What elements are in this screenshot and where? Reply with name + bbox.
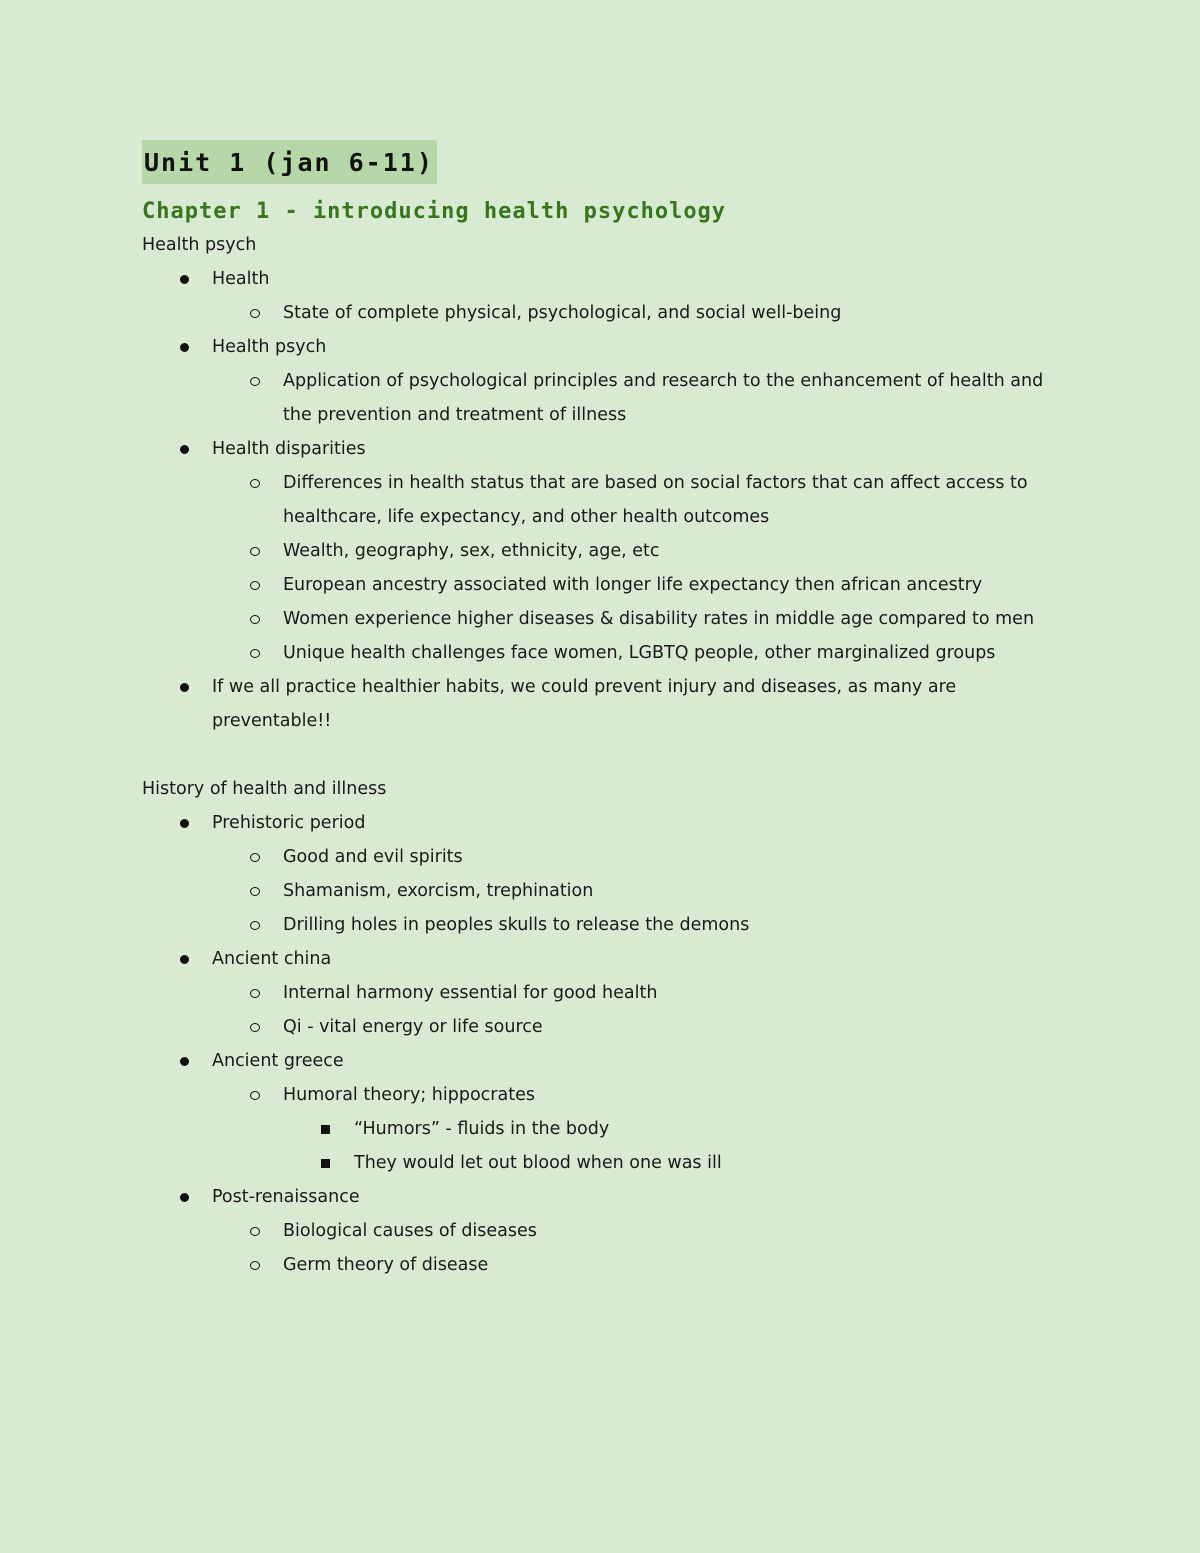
list-item: Application of psychological principles and research to the enhancement of health and the prevention and treatment of illness (142, 364, 1072, 432)
section-health-psych (142, 228, 1072, 738)
list-item: Unique health challenges face women, LGBTQ people, other marginalized groups (142, 636, 1072, 670)
list-item: Wealth, geography, sex, ethnicity, age, etc (142, 534, 1072, 568)
list-item: Health (142, 262, 1072, 296)
list-item: Differences in health status that are based on social factors that can affect access to healthcare, life expectancy, and other health outcomes (142, 466, 1072, 534)
list-item: Drilling holes in peoples skulls to release the demons (142, 908, 1072, 942)
list-item: Ancient china (142, 942, 1072, 976)
list-item: State of complete physical, psychological, and social well-being (142, 296, 1072, 330)
section-heading: Health psych (142, 235, 257, 255)
list-item: “Humors” - fluids in the body (142, 1112, 1072, 1146)
list-item: Good and evil spirits (142, 840, 1072, 874)
list-item: Health disparities (142, 432, 1072, 466)
section-heading: History of health and illness (142, 779, 387, 799)
section-history (142, 772, 1072, 1282)
list-item: Shamanism, exorcism, trephination (142, 874, 1072, 908)
list-item: If we all practice healthier habits, we could prevent injury and diseases, as many are preventable!! (142, 670, 1072, 738)
list-item: Biological causes of diseases (142, 1214, 1072, 1248)
chapter-title: Chapter 1 - introducing health psychology (142, 199, 727, 224)
list-item: They would let out blood when one was ill (142, 1146, 1072, 1180)
list-item: Women experience higher diseases & disability rates in middle age compared to men (142, 602, 1072, 636)
list-item: Prehistoric period (142, 806, 1072, 840)
list-item: Qi - vital energy or life source (142, 1010, 1072, 1044)
unit-title: Unit 1 (jan 6-11) (142, 140, 437, 184)
list-item: Humoral theory; hippocrates (142, 1078, 1072, 1112)
list-item: Ancient greece (142, 1044, 1072, 1078)
list-item: Post-renaissance (142, 1180, 1072, 1214)
list-item: European ancestry associated with longer life expectancy then african ancestry (142, 568, 1072, 602)
list-item: Health psych (142, 330, 1072, 364)
notes-page (142, 140, 1072, 1282)
bullet-list (142, 806, 1072, 1282)
bullet-list (142, 262, 1072, 738)
list-item: Germ theory of disease (142, 1248, 1072, 1282)
list-item: Internal harmony essential for good health (142, 976, 1072, 1010)
section-spacer (142, 738, 1072, 772)
